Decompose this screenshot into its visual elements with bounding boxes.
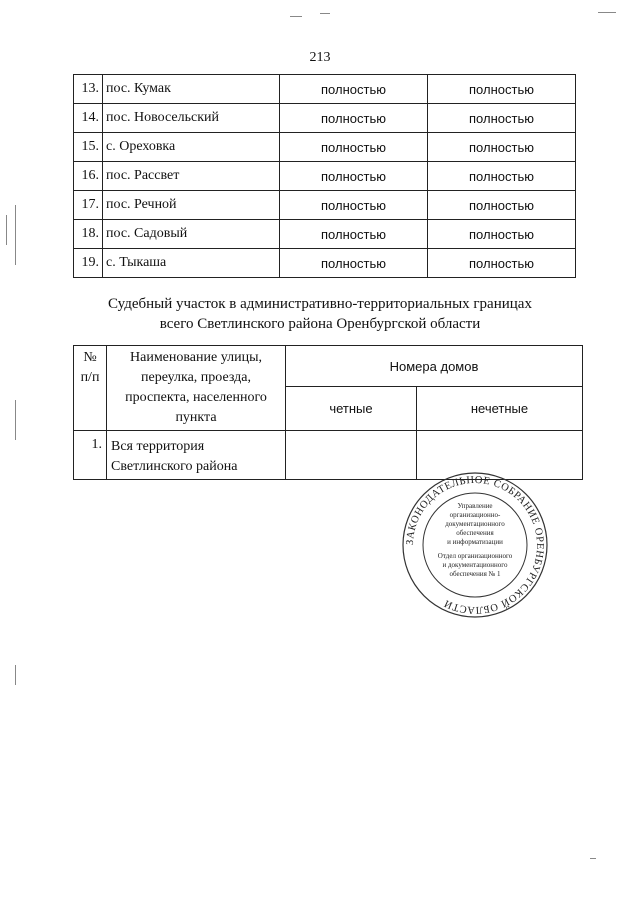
odd-houses-value: полностью xyxy=(428,75,576,104)
scan-artifact xyxy=(15,665,16,685)
table-row xyxy=(74,133,576,162)
even-houses-value: полностью xyxy=(280,75,428,104)
stamp-line: Управление xyxy=(457,502,493,510)
stamp-line: обеспечения xyxy=(456,529,494,537)
scan-artifact xyxy=(6,215,7,245)
row-number: 1. xyxy=(74,431,107,480)
official-stamp xyxy=(400,470,550,620)
section-heading-line-2: всего Светлинского района Оренбургской области xyxy=(159,316,481,332)
row-number: 17. xyxy=(74,191,103,220)
section-heading-line-1: Судебный участок в административно-территориальных границах xyxy=(108,296,532,312)
settlement-name: пос. Речной xyxy=(103,191,280,220)
header-row xyxy=(74,346,583,387)
row-number: 16. xyxy=(74,162,103,191)
settlements-table-body xyxy=(74,75,576,278)
stamp-line: и документационного xyxy=(442,561,508,569)
even-houses-value: полностью xyxy=(280,249,428,278)
even-houses-value: полностью xyxy=(280,162,428,191)
row-number: 18. xyxy=(74,220,103,249)
scan-artifact xyxy=(290,16,302,17)
odd-houses-value: полностью xyxy=(428,133,576,162)
odd-houses-value: полностью xyxy=(428,220,576,249)
territory-name: Вся территория Светлинского района xyxy=(107,431,286,480)
even-houses-value: полностью xyxy=(280,191,428,220)
odd-houses-value: полностью xyxy=(428,191,576,220)
column-header-odd: нечетные xyxy=(416,387,582,431)
scan-artifact xyxy=(15,400,16,440)
settlement-name: с. Ореховка xyxy=(103,133,280,162)
stamp-line: обеспечения № 1 xyxy=(449,570,501,578)
settlement-name: пос. Кумак xyxy=(103,75,280,104)
settlement-name: пос. Новосельский xyxy=(103,104,280,133)
table-row xyxy=(74,220,576,249)
stamp-line: документационного xyxy=(445,520,505,528)
scan-artifact xyxy=(590,858,596,859)
row-number: 14. xyxy=(74,104,103,133)
settlement-name: пос. Рассвет xyxy=(103,162,280,191)
even-houses-value: полностью xyxy=(280,133,428,162)
table-row xyxy=(74,191,576,220)
stamp-seal-icon xyxy=(400,470,550,620)
district-table xyxy=(73,345,583,480)
stamp-outer-text: ЗАКОНОДАТЕЛЬНОЕ СОБРАНИЕ ОРЕНБУРГСКОЙ ОБЛАСТИ xyxy=(404,474,546,616)
scan-artifact xyxy=(15,205,16,265)
district-table-header xyxy=(74,346,583,431)
column-header-number: № п/п xyxy=(74,346,107,431)
column-header-even: четные xyxy=(286,387,417,431)
settlements-table xyxy=(73,74,576,278)
table-row xyxy=(74,249,576,278)
settlement-name: с. Тыкаша xyxy=(103,249,280,278)
table-row xyxy=(74,75,576,104)
even-houses-value xyxy=(286,431,417,480)
row-number: 15. xyxy=(74,133,103,162)
stamp-line: Отдел организационного xyxy=(437,552,513,560)
stamp-line: и информатизации xyxy=(447,538,503,546)
scan-artifact xyxy=(598,12,616,13)
even-houses-value: полностью xyxy=(280,220,428,249)
scan-artifact xyxy=(320,13,330,14)
table-row xyxy=(74,162,576,191)
table-row xyxy=(74,104,576,133)
odd-houses-value: полностью xyxy=(428,249,576,278)
stamp-line: организационно- xyxy=(449,511,501,519)
row-number: 19. xyxy=(74,249,103,278)
column-header-house-numbers: Номера домов xyxy=(286,346,583,387)
odd-houses-value: полностью xyxy=(428,162,576,191)
column-header-name: Наименование улицы, переулка, проезда, проспекта, населенного пункта xyxy=(107,346,286,431)
row-number: 13. xyxy=(74,75,103,104)
settlement-name: пос. Садовый xyxy=(103,220,280,249)
odd-houses-value: полностью xyxy=(428,104,576,133)
even-houses-value: полностью xyxy=(280,104,428,133)
page-number: 213 xyxy=(309,50,331,65)
